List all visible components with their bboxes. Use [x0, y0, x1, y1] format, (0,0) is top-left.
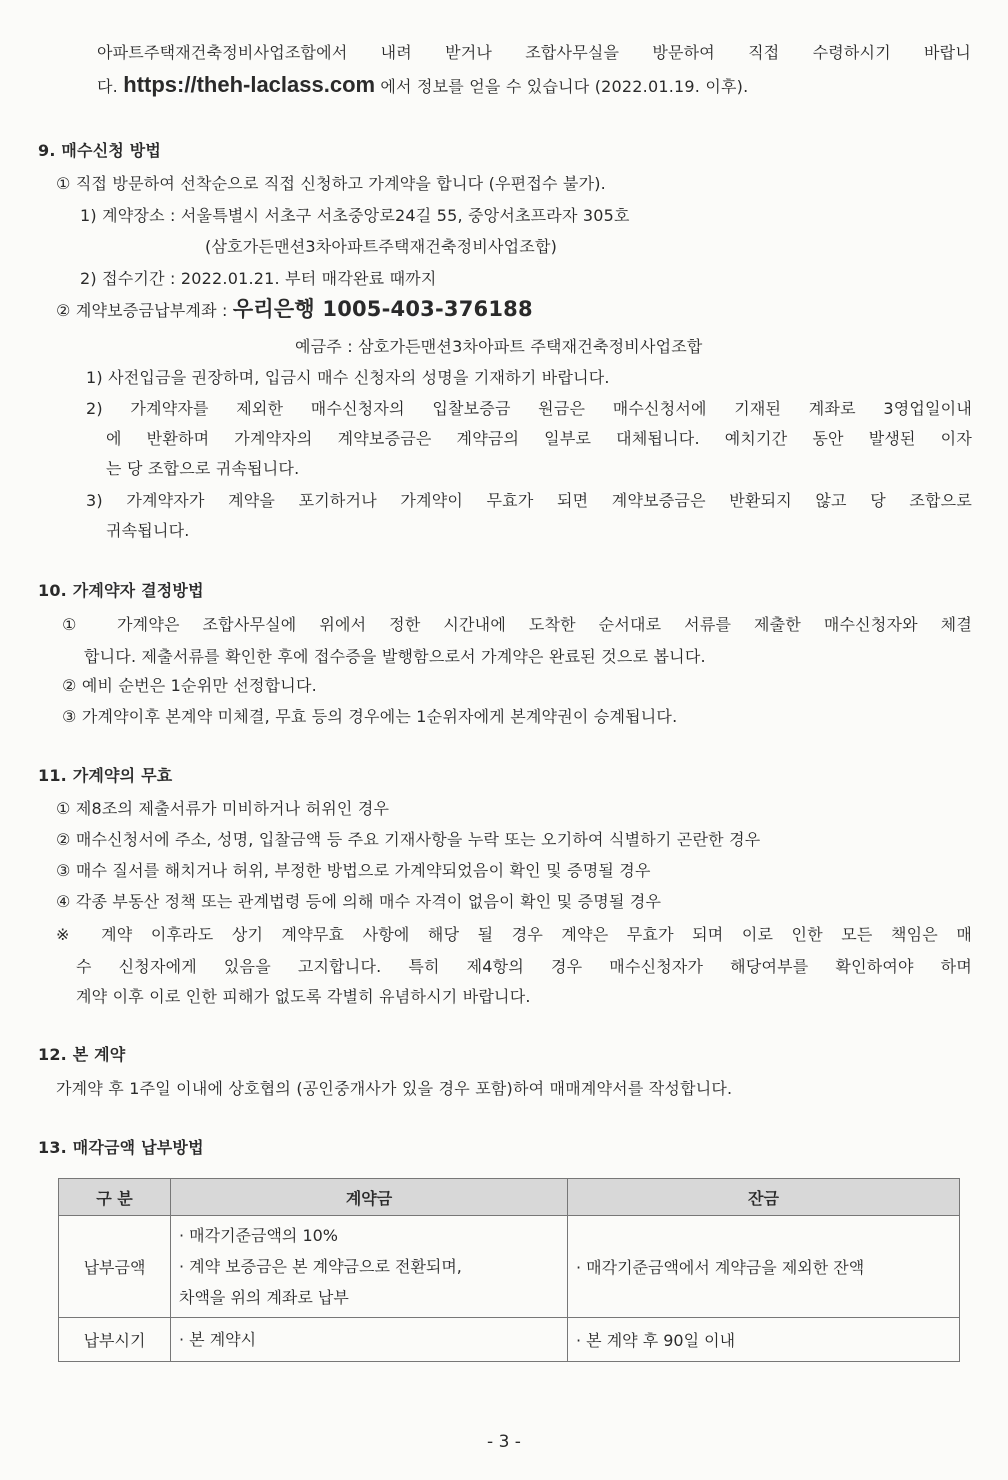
- s9-deposit-account-row: [56, 298, 533, 322]
- section-10-title: 10. 가계약자 결정방법: [38, 581, 204, 600]
- table-header-deposit: 계약금: [171, 1179, 568, 1216]
- cell-balance-amount: · 매각기준금액에서 계약금을 제외한 잔액: [568, 1216, 960, 1318]
- s10-item-3: ③ 가계약이후 본계약 미체결, 무효 등의 경우에는 1순위자에게 본계약권이 승계됩니다.: [62, 707, 678, 726]
- intro-line-2-prefix: 다.: [97, 77, 118, 96]
- s9-note-3-line-1: 3) 가계약자가 계약을 포기하거나 가계약이 무효가 되면 계약보증금은 반환되지 않고 당 조합으로: [86, 491, 972, 510]
- deposit-amount-line-1: · 매각기준금액의 10%: [179, 1226, 339, 1245]
- page-number: - 3 -: [487, 1432, 521, 1452]
- section-12-title: 12. 본 계약: [38, 1045, 126, 1064]
- deposit-amount-line-3: 차액을 위의 계좌로 납부: [179, 1288, 349, 1307]
- intro-line-2: [97, 74, 748, 98]
- intro-line-2-suffix: 에서 정보를 얻을 수 있습니다 (2022.01.19. 이후).: [380, 77, 749, 96]
- row-label-payment-amount: 납부금액: [59, 1216, 171, 1318]
- s9-note-3-line-2: 귀속됩니다.: [106, 521, 190, 540]
- s9-contract-place-org: (삼호가든맨션3차아파트주택재건축정비사업조합): [205, 237, 558, 256]
- section-9-title: 9. 매수신청 방법: [38, 141, 162, 160]
- s10-item-1-line-1: ① 가계약은 조합사무실에 위에서 정한 시간내에 도착한 순서대로 서류를 제출한 매수신청자와 체결: [62, 615, 972, 634]
- s9-deposit-account-number: 우리은행 1005-403-376188: [232, 297, 533, 321]
- s9-account-holder: 예금주 : 삼호가든맨션3차아파트 주택재건축정비사업조합: [295, 337, 703, 356]
- s9-note-2-line-2: 에 반환하며 가계약자의 계약보증금은 계약금의 일부로 대체됩니다. 예치기간 동안 발생된 이자: [106, 429, 972, 448]
- table-header-balance: 잔금: [568, 1179, 960, 1216]
- s11-item-4: ④ 각종 부동산 정책 또는 관계법령 등에 의해 매수 자격이 없음이 확인 및 증명될 경우: [56, 892, 662, 911]
- s9-reception-period: 2) 접수기간 : 2022.01.21. 부터 매각완료 때까지: [80, 269, 437, 288]
- s11-note-line-2: 수 신청자에게 있음을 고지합니다. 특히 제4항의 경우 매수신청자가 해당여부를 확인하여야 하며: [76, 957, 972, 976]
- payment-method-table: [58, 1178, 960, 1362]
- s9-deposit-account-label: ② 계약보증금납부계좌 :: [56, 301, 228, 320]
- s9-note-1: 1) 사전입금을 권장하며, 입금시 매수 신청자의 성명을 기재하기 바랍니다.: [86, 368, 610, 387]
- table-header-category: 구 분: [59, 1179, 171, 1216]
- table-row-payment-amount: [59, 1216, 960, 1318]
- s9-contract-place: 1) 계약장소 : 서울특별시 서초구 서초중앙로24길 55, 중앙서초프라자 305호: [80, 206, 630, 225]
- s11-item-1: ① 제8조의 제출서류가 미비하거나 허위인 경우: [56, 799, 390, 818]
- intro-line-1: 아파트주택재건축정비사업조합에서 내려 받거나 조합사무실을 방문하여 직접 수령하시기 바랍니: [97, 43, 971, 62]
- section-11-title: 11. 가계약의 무효: [38, 766, 173, 785]
- cell-deposit-timing: · 본 계약시: [171, 1318, 568, 1362]
- table-row-payment-timing: [59, 1318, 960, 1362]
- deposit-amount-line-2: · 계약 보증금은 본 계약금으로 전환되며,: [179, 1257, 462, 1276]
- s10-item-2: ② 예비 순번은 1순위만 선정합니다.: [62, 676, 317, 695]
- row-label-payment-timing: 납부시기: [59, 1318, 171, 1362]
- table-header-row: [59, 1179, 960, 1216]
- s9-item-1: ① 직접 방문하여 선착순으로 직접 신청하고 가계약을 합니다 (우편접수 불가).: [56, 174, 606, 193]
- s11-note-line-3: 계약 이후 이로 인한 피해가 없도록 각별히 유념하시기 바랍니다.: [76, 987, 531, 1006]
- s11-item-2: ② 매수신청서에 주소, 성명, 입찰금액 등 주요 기재사항을 누락 또는 오기하여 식별하기 곤란한 경우: [56, 830, 761, 849]
- s9-note-2-line-3: 는 당 조합으로 귀속됩니다.: [106, 459, 300, 478]
- s12-body: 가계약 후 1주일 이내에 상호협의 (공인중개사가 있을 경우 포함)하여 매매계약서를 작성합니다.: [56, 1079, 733, 1098]
- section-13-title: 13. 매각금액 납부방법: [38, 1138, 204, 1157]
- s11-item-3: ③ 매수 질서를 해치거나 허위, 부정한 방법으로 가계약되었음이 확인 및 증명될 경우: [56, 861, 651, 880]
- s10-item-1-line-2: 합니다. 제출서류를 확인한 후에 접수증을 발행함으로서 가계약은 완료된 것으로 봅니다.: [84, 647, 706, 666]
- website-link[interactable]: https://theh-laclass.com: [123, 72, 376, 97]
- cell-balance-timing: · 본 계약 후 90일 이내: [568, 1318, 960, 1362]
- s9-note-2-line-1: 2) 가계약자를 제외한 매수신청자의 입찰보증금 원금은 매수신청서에 기재된 계좌로 3영업일이내: [86, 399, 972, 418]
- cell-deposit-amount: [171, 1216, 568, 1318]
- s11-note-line-1: ※ 계약 이후라도 상기 계약무효 사항에 해당 될 경우 계약은 무효가 되며 이로 인한 모든 책임은 매: [56, 925, 972, 944]
